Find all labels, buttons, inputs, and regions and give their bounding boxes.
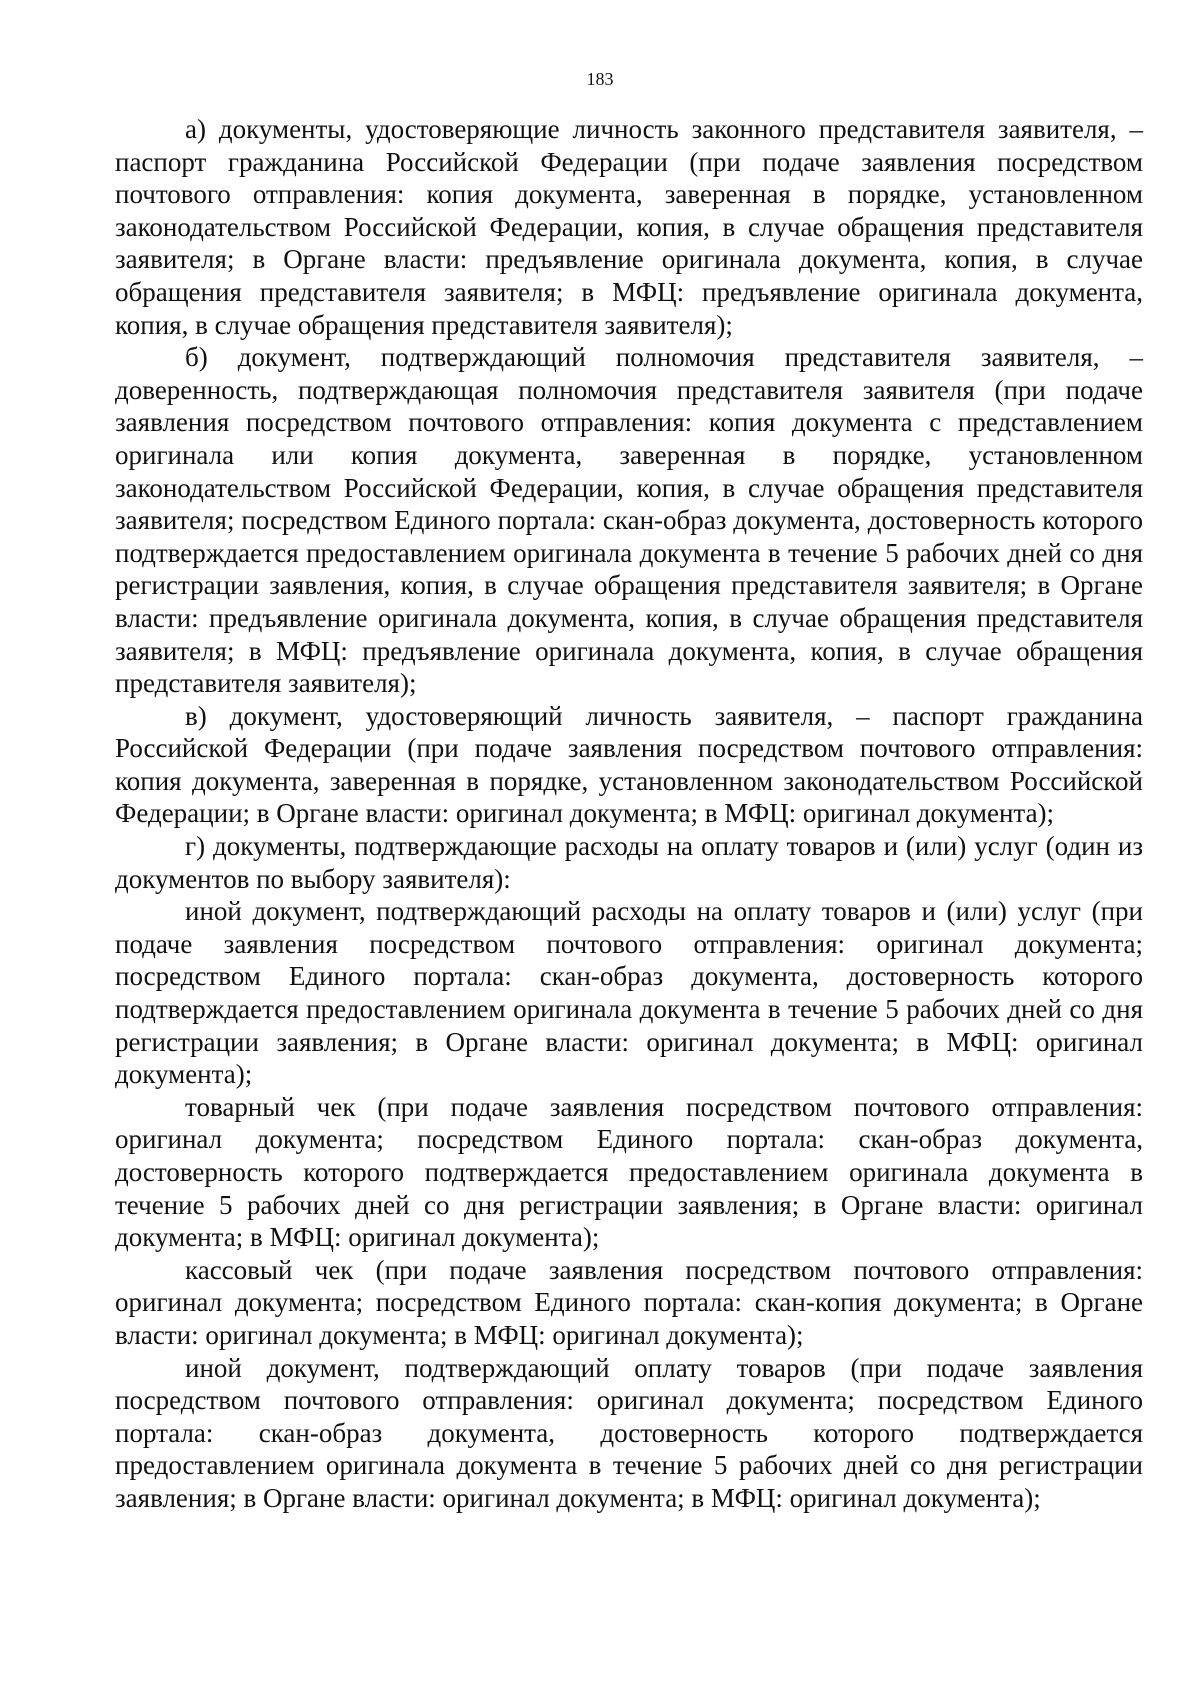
paragraph-a: а) документы, удостоверяющие личность законного представителя заявителя, – паспорт гражданина Российской Федерации (при подаче заявления посредством почтового отправления: копия документа, заверенная в порядке, установленном законодательством Российской Федерации, копия, в случае обращения представителя заявителя; в Органе власти: предъявление оригинала документа, копия, в случае обращения представителя заявителя; в МФЦ: предъявление оригинала документа, копия, в случае обращения представителя заявителя); bbox=[115, 114, 1143, 340]
paragraph-g: г) документы, подтверждающие расходы на оплату товаров и (или) услуг (один из документов по выбору заявителя): bbox=[115, 831, 1143, 894]
paragraph-sales-receipt: товарный чек (при подаче заявления посредством почтового отправления: оригинал документа; посредством Единого портала: скан-образ документа, достоверность которого подтверждается предоставлением оригинала документа в течение 5 рабочих дней со дня регистрации заявления; в Органе власти: оригинал документа; в МФЦ: оригинал документа); bbox=[115, 1091, 1143, 1253]
paragraph-cash-receipt: кассовый чек (при подаче заявления посредством почтового отправления: оригинал документа; посредством Единого портала: скан-копия документа; в Органе власти: оригинал документа; в МФЦ: оригинал документа); bbox=[115, 1254, 1143, 1350]
document-body bbox=[115, 113, 1143, 1515]
paragraph-other-expense-document: иной документ, подтверждающий расходы на оплату товаров и (или) услуг (при подаче заявления посредством почтового отправления: оригинал документа; посредством Единого портала: скан-образ документа, достоверность которого подтверждается предоставлением оригинала документа в течение 5 рабочих дней со дня регистрации заявления; в Органе власти: оригинал документа; в МФЦ: оригинал документа); bbox=[115, 896, 1143, 1090]
paragraph-other-payment-document: иной документ, подтверждающий оплату товаров (при подаче заявления посредством почтового отправления: оригинал документа; посредством Единого портала: скан-образ документа, достоверность которого подтверждается предоставлением оригинала документа в течение 5 рабочих дней со дня регистрации заявления; в Органе власти: оригинал документа; в МФЦ: оригинал документа); bbox=[115, 1352, 1143, 1513]
paragraph-b: б) документ, подтверждающий полномочия представителя заявителя, – доверенность, подтверждающая полномочия представителя заявителя (при подаче заявления посредством почтового отправления: копия документа с представлением оригинала или копия документа, заверенная в порядке, установленном законодательством Российской Федерации, копия, в случае обращения представителя заявителя; посредством Единого портала: скан-образ документа, достоверность которого подтверждается предоставлением оригинала документа в течение 5 рабочих дней со дня регистрации заявления, копия, в случае обращения представителя заявителя; в Органе власти: предъявление оригинала документа, копия, в случае обращения представителя заявителя; в МФЦ: предъявление оригинала документа, копия, в случае обращения представителя заявителя); bbox=[115, 342, 1143, 699]
paragraph-v: в) документ, удостоверяющий личность заявителя, – паспорт гражданина Российской Федерации (при подаче заявления посредством почтового отправления: копия документа, заверенная в порядке, установленном законодательством Российской Федерации; в Органе власти: оригинал документа; в МФЦ: оригинал документа); bbox=[115, 700, 1143, 829]
page-number: 183 bbox=[586, 69, 614, 89]
